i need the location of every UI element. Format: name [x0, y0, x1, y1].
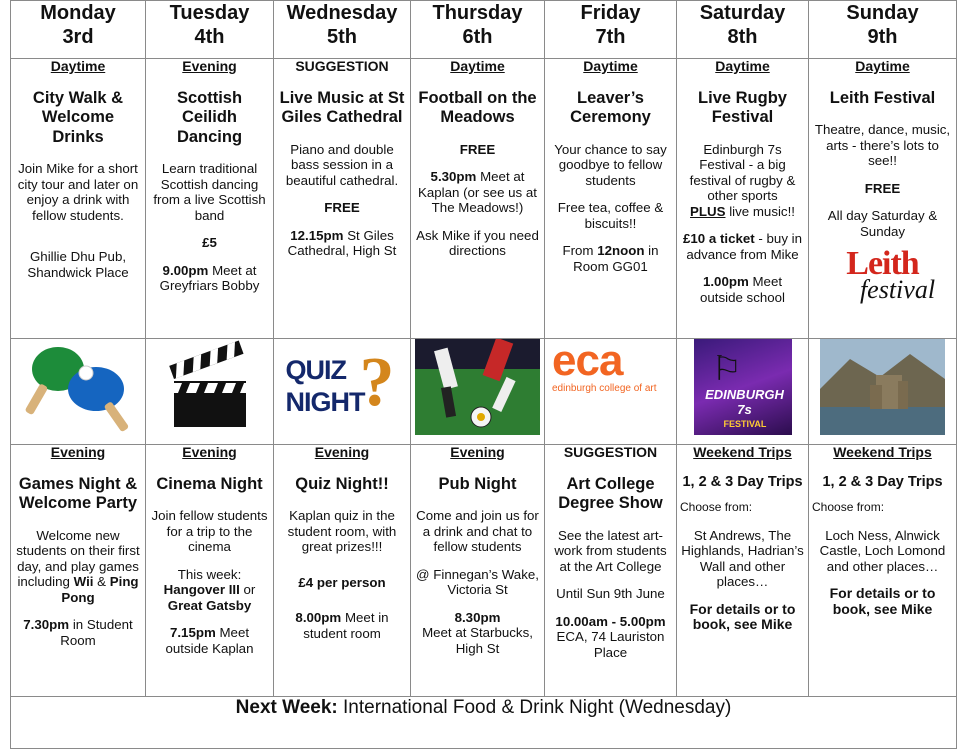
edinburgh-7s-poster — [694, 339, 792, 435]
trip-destinations: Loch Ness, Alnwick Castle, Loch Lomond and other places… — [819, 527, 946, 574]
booking-details: For details or to book, see Mike — [829, 585, 936, 617]
leith-logo-sub: festival — [859, 275, 936, 304]
choose-from-label: Choose from: — [680, 500, 753, 514]
activity-dates: Until Sun 9th June — [556, 586, 665, 601]
activity-time: 9.00pm — [162, 262, 209, 278]
activity-saturday-bottom — [677, 445, 809, 697]
time-label: Evening — [314, 444, 370, 460]
time-label: Evening — [182, 58, 237, 74]
activity-description: Theatre, dance, music, arts - there’s lots to see!! — [814, 122, 951, 168]
activity-title: Football on the Meadows — [418, 88, 537, 126]
activity-wednesday-top — [274, 59, 411, 339]
time-label: Weekend Trips — [833, 444, 932, 460]
quiz-word: QUIZ — [285, 355, 346, 385]
activity-meeting-point: Meet at Greyfriars Bobby — [159, 262, 260, 293]
activity-thursday-top — [411, 59, 545, 339]
castle-image — [809, 339, 957, 445]
time-label: Daytime — [50, 58, 106, 74]
activity-time: 7.15pm — [169, 625, 216, 640]
edinburgh-7s-image — [677, 339, 809, 445]
booking-details: For details or to book, see Mike — [689, 600, 796, 632]
activity-time: 8.30pm — [454, 609, 501, 625]
trip-options: 1, 2 & 3 Day Trips — [822, 473, 943, 490]
this-week-label: This week: — [177, 566, 242, 582]
choose-from-label: Choose from: — [812, 500, 885, 514]
activity-title: Games Night & Welcome Party — [18, 474, 138, 512]
castle-landscape-icon — [820, 339, 945, 435]
activity-saturday-top — [677, 59, 809, 339]
activity-description: Join Mike for a short city tour and later on enjoy a drink with fellow students. — [17, 161, 139, 223]
time-label: Daytime — [583, 58, 638, 74]
day-header-saturday: Saturday 8th — [677, 1, 809, 59]
activity-title: Cinema Night — [156, 474, 263, 493]
activity-time: 12.15pm — [290, 227, 344, 243]
game-ping-pong: Ping Pong — [61, 574, 139, 605]
trip-options: 1, 2 & 3 Day Trips — [682, 473, 803, 490]
activity-tuesday-top — [146, 59, 274, 339]
activity-title: Quiz Night!! — [295, 474, 389, 493]
activity-friday-top — [545, 59, 677, 339]
activity-thursday-bottom — [411, 445, 545, 697]
football-image — [411, 339, 545, 445]
ticket-note: - buy in advance from Mike — [686, 231, 803, 262]
game-wii: Wii — [73, 574, 94, 589]
activity-monday-bottom — [11, 445, 146, 697]
eca-image — [545, 336, 677, 445]
activity-extra: Free tea, coffee & biscuits!! — [557, 200, 664, 231]
time-label: Daytime — [855, 58, 910, 74]
activity-description: Come and join us for a drink and chat to fellow students — [416, 508, 539, 554]
trip-destinations: St Andrews, The Highlands, Hadrian’s Wall and other places… — [681, 527, 804, 589]
time-label: Evening — [50, 444, 106, 460]
question-mark-icon: ? — [359, 344, 395, 421]
activity-location: in Student Room — [60, 617, 133, 648]
activity-title: Scottish Ceilidh Dancing — [176, 88, 243, 146]
activity-time: 1.00pm — [702, 274, 749, 289]
activity-price: FREE — [459, 141, 496, 157]
activity-title: Leaver’s Ceremony — [570, 88, 651, 126]
activity-friday-bottom — [545, 445, 677, 697]
activity-price: £10 a ticket — [682, 231, 755, 246]
activity-location: ECA, 74 Lauriston Place — [556, 629, 665, 660]
eca-logo — [548, 336, 673, 395]
activity-title: Live Rugby Festival — [698, 88, 787, 126]
activity-meeting-point: Meet at Starbucks, High St — [422, 625, 533, 656]
activity-title: Live Music at St Giles Cathedral — [279, 88, 405, 126]
activity-price: £4 per person — [298, 574, 386, 590]
plus-rest: live music!! — [729, 203, 795, 219]
day-header-thursday: Thursday 6th — [411, 1, 545, 59]
day-header-sunday: Sunday 9th — [809, 1, 957, 59]
activity-description: See the latest art-work from students at the Art College — [554, 527, 667, 574]
activity-note: Ask Mike if you need directions — [416, 227, 539, 258]
activity-meeting-point: Meet outside Kaplan — [165, 625, 254, 656]
time-label: Daytime — [715, 58, 770, 74]
rugby-players-icon: ⚐ — [711, 350, 742, 388]
activity-title: City Walk & Welcome Drinks — [32, 88, 124, 146]
quiz-night-image — [274, 339, 411, 445]
ping-pong-paddles-icon — [16, 339, 141, 435]
activity-description: Edinburgh 7s Festival - a big festival of rugby & other sports — [689, 141, 796, 203]
activity-time: 8.00pm — [295, 610, 342, 625]
time-label: Weekend Trips — [693, 444, 792, 460]
next-week-event: International Food & Drink Night (Wednesday) — [343, 697, 732, 718]
activity-price: £5 — [202, 235, 217, 250]
time-label: SUGGESTION — [563, 444, 658, 460]
activity-price: FREE — [864, 180, 901, 196]
activity-description: Piano and double bass session in a beautiful cathedral. — [285, 141, 399, 188]
activity-title: Art College Degree Show — [558, 474, 663, 512]
day-header-tuesday: Tuesday 4th — [146, 1, 274, 59]
leith-logo-main: Leith — [846, 245, 919, 282]
activity-monday-top — [11, 59, 146, 339]
activity-title: Leith Festival — [829, 88, 936, 107]
time-label: Evening — [450, 444, 505, 460]
leith-festival-logo — [812, 245, 953, 304]
activity-note: All day Saturday & Sunday — [827, 208, 938, 239]
e7s-title: EDINBURGH 7s — [705, 387, 784, 417]
weekly-schedule-table — [10, 0, 957, 749]
plus-text: PLUS — [690, 203, 726, 219]
activity-location: in Room GG01 — [573, 243, 659, 274]
activity-meeting-point: Meet outside school — [699, 274, 785, 305]
day-header-row — [11, 1, 957, 59]
time-label: Daytime — [450, 58, 505, 74]
activity-location: Ghillie Dhu Pub, Shandwick Place — [27, 249, 129, 280]
activity-title: Pub Night — [438, 474, 517, 493]
activity-wednesday-bottom — [274, 445, 411, 697]
time-label: Evening — [182, 444, 237, 460]
activity-tuesday-bottom — [146, 445, 274, 697]
activity-hours: 10.00am - 5.00pm — [555, 613, 666, 629]
activity-time: 5.30pm — [430, 169, 477, 184]
activity-sunday-bottom — [809, 445, 957, 697]
film-1: Hangover III — [163, 582, 240, 597]
football-players-icon — [415, 339, 540, 435]
e7s-subtitle: FESTIVAL — [723, 419, 767, 429]
next-week-label: Next Week: — [235, 697, 338, 718]
activity-time: 12noon — [597, 243, 645, 258]
film-2: Great Gatsby — [167, 597, 252, 613]
night-word: NIGHT — [285, 387, 365, 417]
from-word: From — [562, 243, 594, 258]
activity-time: 7.30pm — [23, 617, 70, 632]
activity-sunday-top — [809, 59, 957, 339]
day-header-monday: Monday 3rd — [11, 1, 146, 59]
images-row — [11, 339, 957, 445]
activity-description: Your chance to say goodbye to fellow students — [554, 141, 667, 188]
time-label: SUGGESTION — [295, 58, 389, 74]
amp: & — [97, 574, 107, 589]
eca-logo-subtitle: edinburgh college of art — [552, 383, 657, 394]
activity-meeting-point: St Giles Cathedral, High St — [287, 227, 397, 258]
daytime-activities-row — [11, 59, 957, 339]
day-header-wednesday: Wednesday 5th — [274, 1, 411, 59]
activity-location: @ Finnegan’s Wake, Victoria St — [416, 566, 539, 597]
or-word: or — [243, 582, 256, 597]
activity-description: Learn traditional Scottish dancing from a live Scottish band — [153, 161, 266, 223]
clapperboard-image — [146, 339, 274, 445]
activity-description: Kaplan quiz in the student room, with great prizes!!! — [287, 508, 397, 554]
day-header-friday: Friday 7th — [545, 1, 677, 59]
activity-description: Welcome new students on their first day, and play games including — [16, 527, 140, 589]
evening-activities-row — [11, 445, 957, 697]
quiz-night-logo — [280, 339, 405, 435]
activity-meeting-point: Meet at Kaplan (or see us at The Meadows!) — [417, 169, 537, 215]
clapperboard-icon — [149, 339, 274, 435]
eca-logo-text: eca — [552, 336, 623, 385]
activity-meeting-point: Meet in student room — [303, 610, 389, 641]
activity-description: Join fellow students for a trip to the cinema — [151, 508, 268, 554]
activity-price: FREE — [324, 200, 360, 215]
ping-pong-image — [11, 339, 146, 445]
